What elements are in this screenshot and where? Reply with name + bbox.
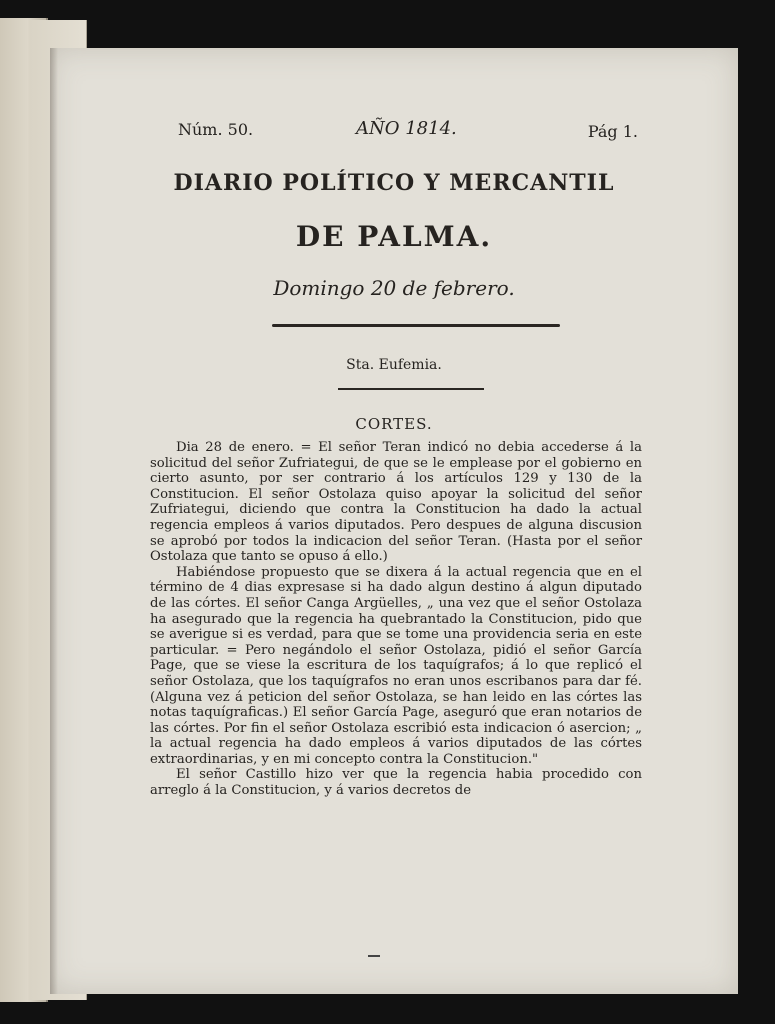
issue-year: AÑO 1814. — [356, 118, 457, 139]
issue-number: Núm. 50. — [178, 120, 254, 139]
page-number: Pág 1. — [587, 122, 638, 141]
section-title: CORTES. — [355, 415, 433, 433]
paragraph: Habiéndose propuesto que se dixera á la actual regencia que en el término de 4 dias expresase si ha dado algun destino á algun diputado de las córtes. El señor Canga Argüelles, „ una vez que el señor Ostolaza ha asegurado que la regencia ha quebrantado la Constitucion, pido que se averigue si es verdad, para que se tome una providencia seria en este particular. = Pero negándolo el señor Ostolaza, pidió el señor García Page, que se viese la escritura de los taquígrafos; á lo que replicó el señor Ostolaza, que los taquígrafos no eran unos escribanos para dar fé. (Alguna vez á peticion del señor Ostolaza, se han leido en las córtes las notas taquígraficas.) El señor García Page, aseguró que eran notarios de las córtes. Por fin el señor Ostolaza escribió esta indicacion ó asercion; „ la actual regencia ha dado empleos á varios diputados de las córtes extraordinarias, y en mi concepto contra la Constitucion." — [150, 564, 642, 767]
article-body — [150, 440, 642, 799]
footer-mark — [368, 955, 380, 957]
paragraph: El señor Castillo hizo ver que la regencia habia procedido con arreglo á la Constitucion, y á varios decretos de — [150, 767, 642, 799]
newspaper-page — [50, 48, 738, 994]
page-header — [178, 120, 638, 146]
paragraph: Dia 28 de enero. = El señor Teran indicó no debia accederse á la solicitud del señor Zufriategui, de que se le emplease por el gobierno en cierto asunto, por ser contrario á los artículos 129 y 130 de la Constitucion. El señor Ostolaza quiso apoyar la solicitud del señor Zufriategui, diciendo que contra la Constitucion ha dado la actual regencia empleos á varios diputados. Pero despues de alguna discusion se aprobó por todos la indicacion del señor Teran. (Hasta por el señor Ostolaza que tanto se opuso á ello.) — [150, 440, 642, 565]
divider-thick — [272, 324, 560, 327]
issue-date: Domingo 20 de febrero. — [273, 276, 515, 300]
masthead-title-line1: DIARIO POLÍTICO Y MERCANTIL — [173, 170, 615, 196]
divider-thin — [338, 388, 484, 390]
saint-of-day: Sta. Eufemia. — [346, 357, 442, 373]
masthead-title-line2: DE PALMA. — [295, 220, 493, 253]
